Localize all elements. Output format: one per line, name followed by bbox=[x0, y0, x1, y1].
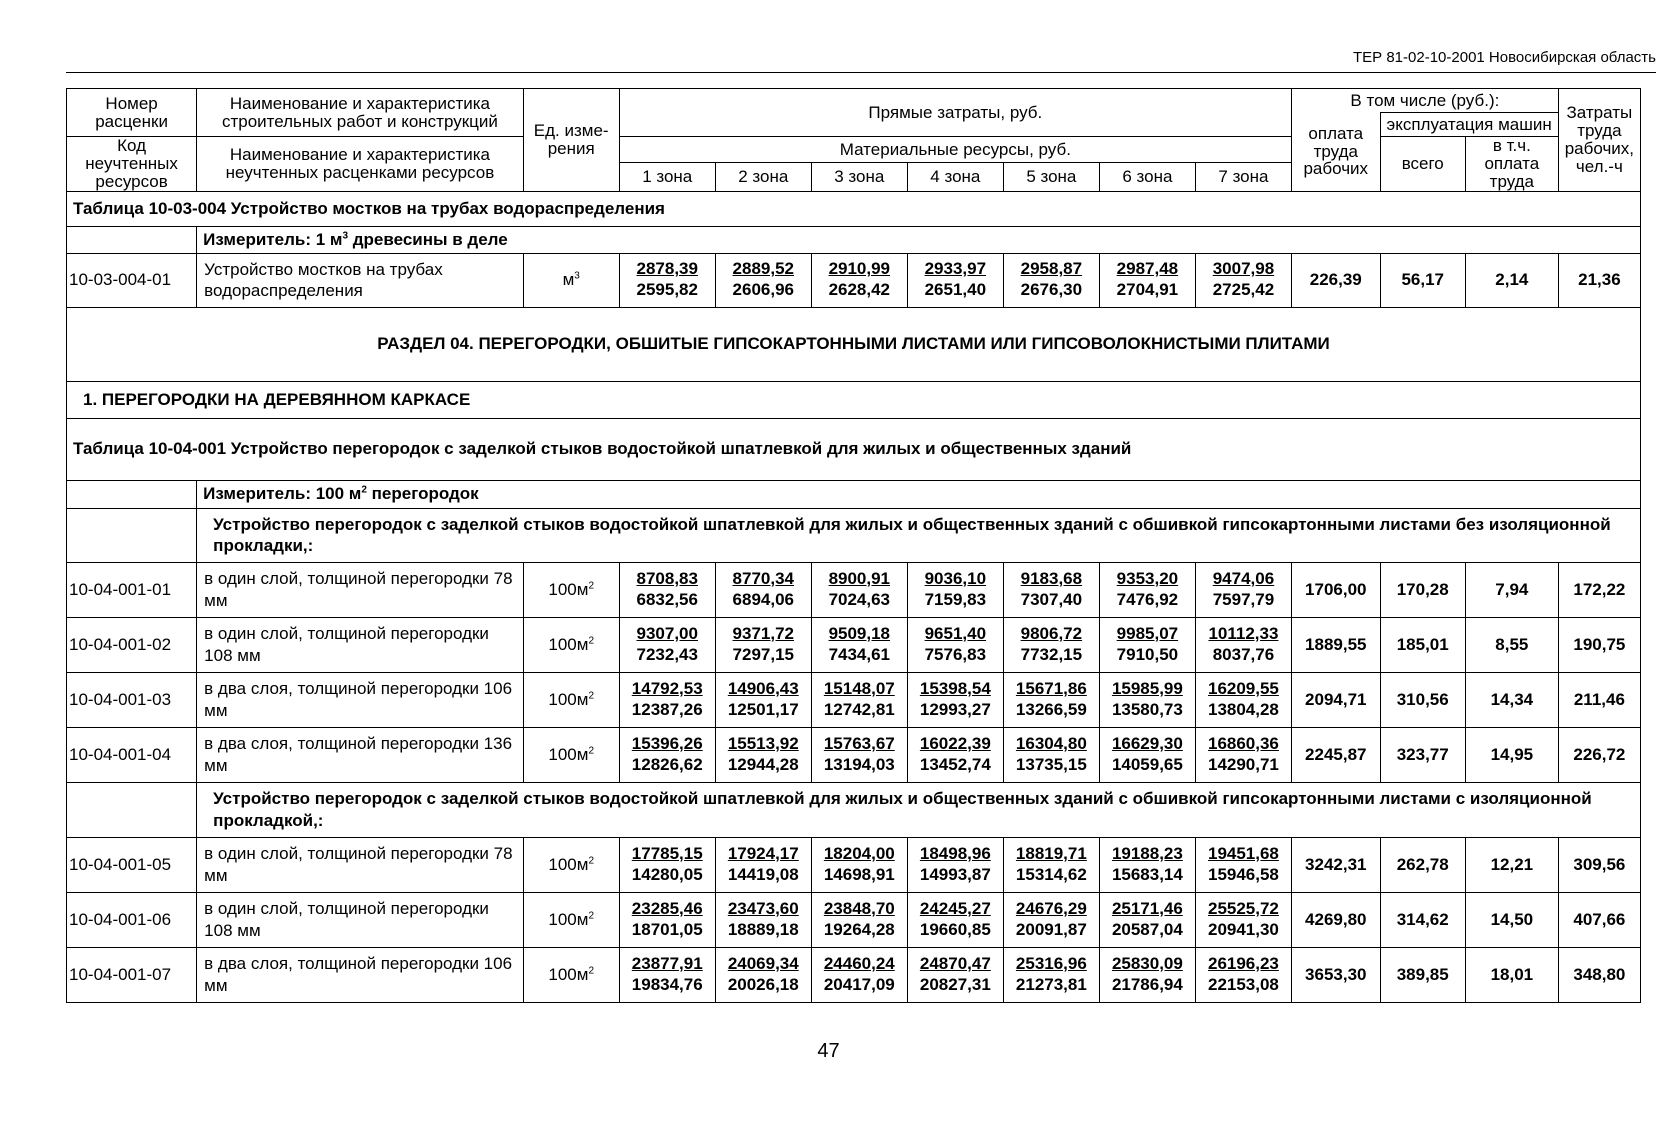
table-row bbox=[67, 672, 1641, 727]
col-incl-wages: в т.ч. оплата труда bbox=[1465, 137, 1558, 192]
zone-price: 19451,68 15946,58 bbox=[1195, 837, 1291, 892]
unit: $100м^2$ bbox=[523, 892, 619, 947]
unit: $100м^2$ bbox=[523, 617, 619, 672]
col-zone-6: 6 зона bbox=[1099, 163, 1195, 191]
zone-price: 17924,17 14419,08 bbox=[715, 837, 811, 892]
col-zone-7: 7 зона bbox=[1195, 163, 1291, 191]
zone-price: 19188,23 15683,14 bbox=[1099, 837, 1195, 892]
zone-price: 14792,53 12387,26 bbox=[619, 672, 715, 727]
table-row bbox=[67, 837, 1641, 892]
wages-value: 226,39 bbox=[1291, 253, 1380, 307]
zone-price: 25830,09 21786,94 bbox=[1099, 947, 1195, 1002]
zone-price: 9307,00 7232,43 bbox=[619, 617, 715, 672]
wages-value: 2094,71 bbox=[1291, 672, 1380, 727]
group-description: Устройство перегородок с заделкой стыков водостойкой шпатлевкой для жилых и общественных зданий с обшивкой гипсокартонными листами без изоляционной прокладки,: bbox=[197, 508, 1641, 562]
machine-wages-value: 14,50 bbox=[1465, 892, 1558, 947]
group-row bbox=[67, 508, 1641, 562]
zone-price: 25171,46 20587,04 bbox=[1099, 892, 1195, 947]
rate-code: 10-04-001-01 bbox=[67, 562, 197, 617]
unit: $100м^2$ bbox=[523, 947, 619, 1002]
zone-price: 23473,60 18889,18 bbox=[715, 892, 811, 947]
rate-code: 10-04-001-03 bbox=[67, 672, 197, 727]
unit: $100м^2$ bbox=[523, 837, 619, 892]
machines-value: 185,01 bbox=[1380, 617, 1465, 672]
zone-price: 8770,34 6894,06 bbox=[715, 562, 811, 617]
labor-value: 407,66 bbox=[1558, 892, 1640, 947]
header-row-1 bbox=[67, 89, 1641, 113]
zone-price: 15985,99 13580,73 bbox=[1099, 672, 1195, 727]
zone-price: 9183,68 7307,40 bbox=[1003, 562, 1099, 617]
zone-price: 9036,10 7159,83 bbox=[907, 562, 1003, 617]
zone-price: 2889,52 2606,96 bbox=[715, 253, 811, 307]
running-header bbox=[66, 42, 1656, 73]
zone-price: 16860,36 14290,71 bbox=[1195, 727, 1291, 782]
col-direct-costs: Прямые затраты, руб. bbox=[619, 89, 1291, 137]
rate-code: 10-03-004-01 bbox=[67, 253, 197, 307]
work-name: в два слоя, толщиной перегородки 136 мм bbox=[197, 727, 524, 782]
unit: $100м^2$ bbox=[523, 727, 619, 782]
zone-price: 25525,72 20941,30 bbox=[1195, 892, 1291, 947]
col-name-bottom: Наименование и характеристика неучтенных расценками ресурсов bbox=[197, 137, 524, 192]
zone-price: 9371,72 7297,15 bbox=[715, 617, 811, 672]
machines-value: 310,56 bbox=[1380, 672, 1465, 727]
zone-price: 16022,39 13452,74 bbox=[907, 727, 1003, 782]
table-row bbox=[67, 562, 1641, 617]
machines-value: 262,78 bbox=[1380, 837, 1465, 892]
zone-price: 9474,06 7597,79 bbox=[1195, 562, 1291, 617]
machines-value: 323,77 bbox=[1380, 727, 1465, 782]
table-title-row bbox=[67, 418, 1641, 480]
price-table bbox=[66, 88, 1641, 1003]
zone-price: 9353,20 7476,92 bbox=[1099, 562, 1195, 617]
rate-code: 10-04-001-05 bbox=[67, 837, 197, 892]
zone-price: 8708,83 6832,56 bbox=[619, 562, 715, 617]
wages-value: 1889,55 bbox=[1291, 617, 1380, 672]
labor-value: 190,75 bbox=[1558, 617, 1640, 672]
wages-value: 3653,30 bbox=[1291, 947, 1380, 1002]
work-name: в один слой, толщиной перегородки 108 мм bbox=[197, 617, 524, 672]
zone-price: 2878,39 2595,82 bbox=[619, 253, 715, 307]
zone-price: 23285,46 18701,05 bbox=[619, 892, 715, 947]
wages-value: 3242,31 bbox=[1291, 837, 1380, 892]
zone-price: 15671,86 13266,59 bbox=[1003, 672, 1099, 727]
machine-wages-value: 8,55 bbox=[1465, 617, 1558, 672]
zone-price: 18204,00 14698,91 bbox=[811, 837, 907, 892]
col-labor: Затраты труда рабочих, чел.-ч bbox=[1558, 89, 1640, 192]
subsection-row bbox=[67, 381, 1641, 418]
document-reference: ТЕР 81-02-10-2001 Новосибирская область bbox=[1353, 49, 1656, 66]
section-row bbox=[67, 307, 1641, 381]
table-title-row bbox=[67, 191, 1641, 226]
machines-value: 314,62 bbox=[1380, 892, 1465, 947]
zone-price: 24870,47 20827,31 bbox=[907, 947, 1003, 1002]
zone-price: 2910,99 2628,42 bbox=[811, 253, 907, 307]
col-wages: оплата труда рабочих bbox=[1291, 113, 1380, 192]
zone-price: 16304,80 13735,15 bbox=[1003, 727, 1099, 782]
section-title: РАЗДЕЛ 04. ПЕРЕГОРОДКИ, ОБШИТЫЕ ГИПСОКАРТОННЫМИ ЛИСТАМИ ИЛИ ГИПСОВОЛОКНИСТЫМИ ПЛИТАМИ bbox=[67, 307, 1641, 381]
zone-price: 3007,98 2725,42 bbox=[1195, 253, 1291, 307]
zone-price: 24460,24 20417,09 bbox=[811, 947, 907, 1002]
table-row bbox=[67, 947, 1641, 1002]
table-row bbox=[67, 727, 1641, 782]
table-row bbox=[67, 892, 1641, 947]
machine-wages-value: 7,94 bbox=[1465, 562, 1558, 617]
zone-price: 14906,43 12501,17 bbox=[715, 672, 811, 727]
group-description: Устройство перегородок с заделкой стыков водостойкой шпатлевкой для жилых и общественных зданий с обшивкой гипсокартонными листами с изоляционной прокладкой,: bbox=[197, 782, 1641, 837]
wages-value: 1706,00 bbox=[1291, 562, 1380, 617]
col-code-top: Номер расценки bbox=[67, 89, 197, 137]
zone-price: 16629,30 14059,65 bbox=[1099, 727, 1195, 782]
col-zone-2: 2 зона bbox=[715, 163, 811, 191]
machine-wages-value: 2,14 bbox=[1465, 253, 1558, 307]
labor-value: 21,36 bbox=[1558, 253, 1640, 307]
col-code-bottom: Код неучтенных ресурсов bbox=[67, 137, 197, 192]
table-title: Таблица 10-04-001 Устройство перегородок с заделкой стыков водостойкой шпатлевкой для жилых и общественных зданий bbox=[67, 418, 1641, 480]
col-material: Материальные ресурсы, руб. bbox=[619, 137, 1291, 163]
zone-price: 15148,07 12742,81 bbox=[811, 672, 907, 727]
zone-price: 2987,48 2704,91 bbox=[1099, 253, 1195, 307]
zone-price: 15513,92 12944,28 bbox=[715, 727, 811, 782]
zone-price: 23848,70 19264,28 bbox=[811, 892, 907, 947]
labor-value: 226,72 bbox=[1558, 727, 1640, 782]
work-name: в один слой, толщиной перегородки 108 мм bbox=[197, 892, 524, 947]
zone-price: 25316,96 21273,81 bbox=[1003, 947, 1099, 1002]
zone-price: 15398,54 12993,27 bbox=[907, 672, 1003, 727]
col-machines: эксплуатация машин bbox=[1380, 113, 1558, 137]
work-name: в один слой, толщиной перегородки 78 мм bbox=[197, 562, 524, 617]
measure-label: Измеритель: 100 $м^2$ перегородок bbox=[197, 480, 1641, 508]
machines-value: 389,85 bbox=[1380, 947, 1465, 1002]
zone-price: 9806,72 7732,15 bbox=[1003, 617, 1099, 672]
machines-value: 56,17 bbox=[1380, 253, 1465, 307]
col-name-top: Наименование и характеристика строительных работ и конструкций bbox=[197, 89, 524, 137]
zone-price: 10112,33 8037,76 bbox=[1195, 617, 1291, 672]
machines-value: 170,28 bbox=[1380, 562, 1465, 617]
unit: $100м^2$ bbox=[523, 672, 619, 727]
zone-price: 9651,40 7576,83 bbox=[907, 617, 1003, 672]
zone-price: 18498,96 14993,87 bbox=[907, 837, 1003, 892]
machine-wages-value: 18,01 bbox=[1465, 947, 1558, 1002]
machine-wages-value: 12,21 bbox=[1465, 837, 1558, 892]
subsection-title: 1. ПЕРЕГОРОДКИ НА ДЕРЕВЯННОМ КАРКАСЕ bbox=[67, 381, 1641, 418]
rate-code: 10-04-001-02 bbox=[67, 617, 197, 672]
unit: $100м^2$ bbox=[523, 562, 619, 617]
labor-value: 348,80 bbox=[1558, 947, 1640, 1002]
measure-row bbox=[67, 226, 1641, 253]
col-zone-5: 5 зона bbox=[1003, 163, 1099, 191]
work-name: Устройство мостков на трубах водораспределения bbox=[197, 253, 524, 307]
labor-value: 172,22 bbox=[1558, 562, 1640, 617]
rate-code: 10-04-001-06 bbox=[67, 892, 197, 947]
zone-price: 23877,91 19834,76 bbox=[619, 947, 715, 1002]
zone-price: 2933,97 2651,40 bbox=[907, 253, 1003, 307]
zone-price: 8900,91 7024,63 bbox=[811, 562, 907, 617]
zone-price: 26196,23 22153,08 bbox=[1195, 947, 1291, 1002]
zone-price: 24676,29 20091,87 bbox=[1003, 892, 1099, 947]
work-name: в два слоя, толщиной перегородки 106 мм bbox=[197, 947, 524, 1002]
col-zone-4: 4 зона bbox=[907, 163, 1003, 191]
zone-price: 15396,26 12826,62 bbox=[619, 727, 715, 782]
machine-wages-value: 14,95 bbox=[1465, 727, 1558, 782]
work-name: в два слоя, толщиной перегородки 106 мм bbox=[197, 672, 524, 727]
table-title: Таблица 10-03-004 Устройство мостков на трубах водораспределения bbox=[67, 191, 1641, 226]
wages-value: 4269,80 bbox=[1291, 892, 1380, 947]
zone-price: 15763,67 13194,03 bbox=[811, 727, 907, 782]
col-zone-1: 1 зона bbox=[619, 163, 715, 191]
zone-price: 9985,07 7910,50 bbox=[1099, 617, 1195, 672]
unit: $м^3$ bbox=[523, 253, 619, 307]
page-number: 47 bbox=[817, 1040, 840, 1062]
work-name: в один слой, толщиной перегородки 78 мм bbox=[197, 837, 524, 892]
zone-price: 16209,55 13804,28 bbox=[1195, 672, 1291, 727]
zone-price: 17785,15 14280,05 bbox=[619, 837, 715, 892]
zone-price: 9509,18 7434,61 bbox=[811, 617, 907, 672]
labor-value: 309,56 bbox=[1558, 837, 1640, 892]
wages-value: 2245,87 bbox=[1291, 727, 1380, 782]
labor-value: 211,46 bbox=[1558, 672, 1640, 727]
table-row bbox=[67, 253, 1641, 307]
col-total: всего bbox=[1380, 137, 1465, 192]
col-unit: Ед. изме-рения bbox=[523, 89, 619, 192]
measure-row bbox=[67, 480, 1641, 508]
table-row bbox=[67, 617, 1641, 672]
col-zone-3: 3 зона bbox=[811, 163, 907, 191]
zone-price: 2958,87 2676,30 bbox=[1003, 253, 1099, 307]
zone-price: 18819,71 15314,62 bbox=[1003, 837, 1099, 892]
zone-price: 24245,27 19660,85 bbox=[907, 892, 1003, 947]
rate-code: 10-04-001-04 bbox=[67, 727, 197, 782]
rate-code: 10-04-001-07 bbox=[67, 947, 197, 1002]
measure-label: Измеритель: 1 $м^3$ древесины в деле bbox=[197, 226, 1641, 253]
group-row bbox=[67, 782, 1641, 837]
machine-wages-value: 14,34 bbox=[1465, 672, 1558, 727]
col-including: В том числе (руб.): bbox=[1291, 89, 1558, 113]
zone-price: 24069,34 20026,18 bbox=[715, 947, 811, 1002]
